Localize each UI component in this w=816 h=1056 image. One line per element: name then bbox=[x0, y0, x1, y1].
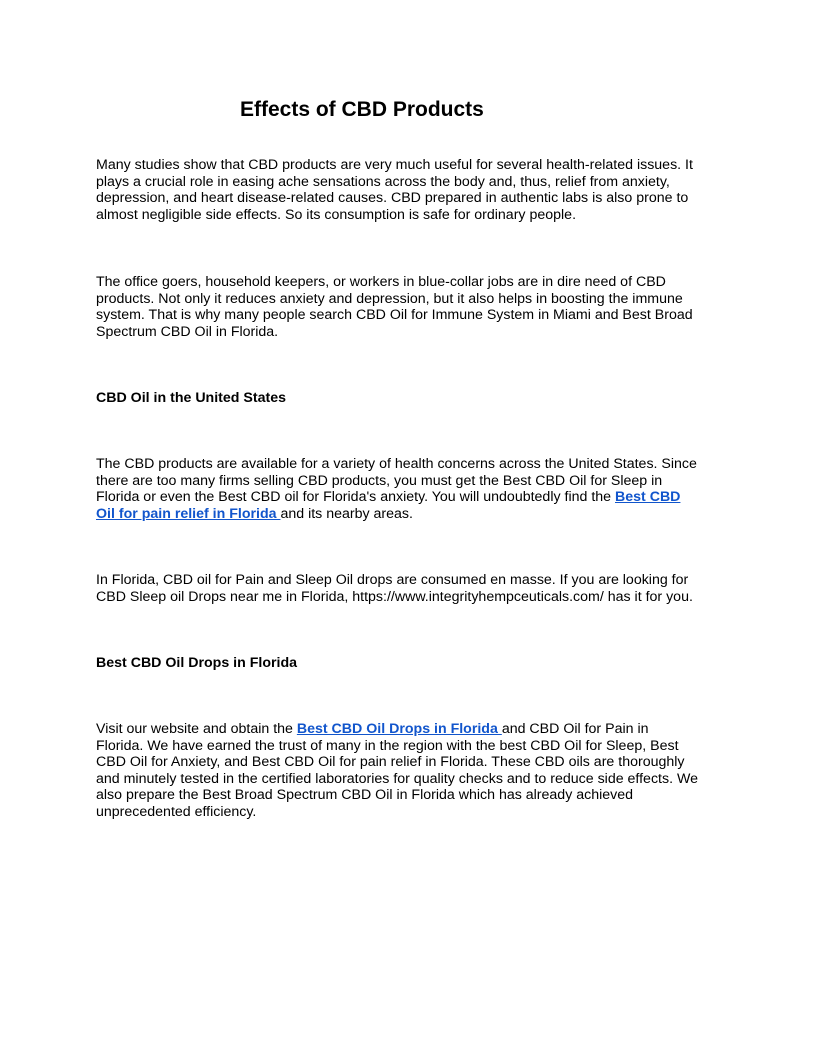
text-line bbox=[96, 721, 726, 738]
text-segment: Visit our website and obtain the bbox=[96, 721, 297, 737]
text-line: almost negligible side effects. So its consumption is safe for ordinary people. bbox=[96, 206, 577, 223]
text-line: there are too many firms selling CBD products, you must get the Best CBD Oil for Sleep in bbox=[96, 472, 663, 489]
text-line: system. That is why many people search CBD Oil for Immune System in Miami and Best Broad bbox=[96, 307, 693, 324]
text-line: unprecedented efficiency. bbox=[96, 803, 257, 820]
paragraph-united-states bbox=[96, 456, 726, 522]
text-line: and minutely tested in the certified laboratories for quality checks and to reduce side effects. We bbox=[96, 770, 698, 787]
paragraph-florida bbox=[96, 572, 726, 605]
page-title: Effects of CBD Products bbox=[240, 98, 484, 121]
best-cbd-oil-pain-relief-link-part1[interactable]: Best CBD bbox=[615, 489, 681, 506]
text-line: Spectrum CBD Oil in Florida. bbox=[96, 323, 279, 340]
text-line: CBD Sleep oil Drops near me in Florida, https://www.integrityhempceuticals.com/ has it for you. bbox=[96, 588, 693, 605]
text-line: Many studies show that CBD products are very much useful for several health-related issues. It bbox=[96, 157, 693, 173]
text-segment: and CBD Oil for Pain in bbox=[501, 721, 649, 737]
text-line: CBD Oil for Anxiety, and Best CBD Oil for pain relief in Florida. These CBD oils are thoroughly bbox=[96, 754, 685, 771]
paragraph-visit-website bbox=[96, 721, 726, 821]
text-segment: Florida or even the Best CBD oil for Florida's anxiety. You will undoubtedly find the bbox=[96, 489, 615, 506]
text-line: The office goers, household keepers, or workers in blue-collar jobs are in dire need of CBD bbox=[96, 274, 666, 290]
text-line: depression, and heart disease-related causes. CBD prepared in authentic labs is also prone to bbox=[96, 190, 689, 207]
text-line: The CBD products are available for a variety of health concerns across the United States. Since bbox=[96, 456, 697, 472]
text-segment: and its nearby areas. bbox=[280, 505, 413, 522]
paragraph-office-goers bbox=[96, 274, 726, 340]
text-line: Florida. We have earned the trust of many in the region with the best CBD Oil for Sleep, Best bbox=[96, 737, 679, 754]
paragraph-intro bbox=[96, 157, 726, 223]
section-heading-oil-drops: Best CBD Oil Drops in Florida bbox=[96, 655, 298, 671]
best-cbd-oil-drops-link[interactable]: Best CBD Oil Drops in Florida bbox=[296, 721, 502, 737]
text-line: plays a crucial role in easing ache sensations across the body and, thus, relief from anxiety, bbox=[96, 173, 670, 190]
text-line bbox=[96, 506, 726, 523]
text-line: also prepare the Best Broad Spectrum CBD Oil in Florida which has already achieved bbox=[96, 787, 634, 804]
best-cbd-oil-pain-relief-link-part2[interactable]: Oil for pain relief in Florida bbox=[96, 505, 281, 522]
section-heading-united-states: CBD Oil in the United States bbox=[96, 390, 286, 406]
text-line: In Florida, CBD oil for Pain and Sleep Oil drops are consumed en masse. If you are looking for bbox=[96, 572, 689, 588]
text-line: products. Not only it reduces anxiety and depression, but it also helps in boosting the immune bbox=[96, 290, 683, 307]
text-line bbox=[96, 489, 726, 506]
